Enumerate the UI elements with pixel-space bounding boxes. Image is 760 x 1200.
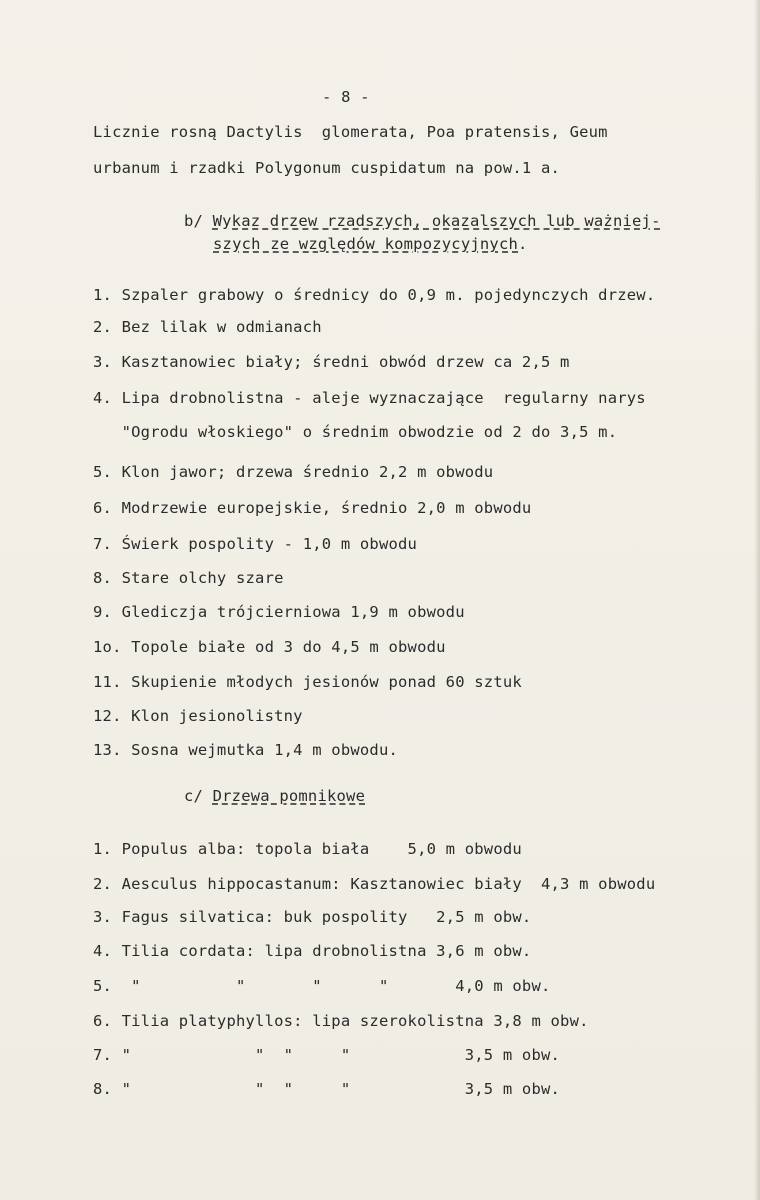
section-b-item: 13. Sosna wejmutka 1,4 m obwodu. [93,741,399,759]
page-number: - 8 - [322,88,370,106]
section-c-item: 4. Tilia cordata: lipa drobnolistna 3,6 m obw. [93,942,532,960]
section-b-title-end: . [518,235,528,253]
section-b-title-part-2: szych ze względów kompozycyjnych [213,235,519,253]
section-c-prefix: c/ [184,787,213,805]
section-b-item: 8. Stare olchy szare [93,569,284,587]
section-b-item: 1o. Topole białe od 3 do 4,5 m obwodu [93,638,446,656]
section-b-heading-line-2 [213,235,528,253]
section-b-item: 11. Skupienie młodych jesionów ponad 60 sztuk [93,673,522,691]
section-b-title-part-1: Wykaz drzew rzadszych, okazalszych lub ważniej- [212,212,661,230]
section-b-item: 3. Kasztanowiec biały; średni obwód drzew ca 2,5 m [93,353,570,371]
section-b-item: 9. Glediczja trójcierniowa 1,9 m obwodu [93,603,465,621]
section-c-item: 1. Populus alba: topola biała 5,0 m obwodu [93,840,522,858]
page-edge-shadow [754,0,760,1200]
section-c-item: 3. Fagus silvatica: buk pospolity 2,5 m obw. [93,908,532,926]
section-b-item: 4. Lipa drobnolistna - aleje wyznaczające regularny narys [93,389,646,407]
section-b-item: 6. Modrzewie europejskie, średnio 2,0 m obwodu [93,499,532,517]
section-c-heading [184,787,365,805]
section-b-prefix: b/ [184,212,213,230]
section-b-item: 12. Klon jesionolistny [93,707,303,725]
section-c-title: Drzewa pomnikowe [212,787,366,805]
section-c-item: 8. " " " " 3,5 m obw. [93,1080,561,1098]
intro-line-2: urbanum i rzadki Polygonum cuspidatum na pow.1 a. [93,159,561,177]
section-b-item: 5. Klon jawor; drzewa średnio 2,2 m obwodu [93,463,494,481]
section-b-item: 2. Bez lilak w odmianach [93,318,322,336]
section-b-heading-line-1 [184,212,661,230]
intro-line-1: Licznie rosną Dactylis glomerata, Poa pratensis, Geum [93,123,608,141]
section-c-item: 7. " " " " 3,5 m obw. [93,1046,561,1064]
section-b-item: 7. Świerk pospolity - 1,0 m obwodu [93,535,418,553]
section-c-item: 6. Tilia platyphyllos: lipa szerokolistna 3,8 m obw. [93,1012,589,1030]
section-c-item: 2. Aesculus hippocastanum: Kasztanowiec biały 4,3 m obwodu [93,875,656,893]
section-b-item: "Ogrodu włoskiego" o średnim obwodzie od 2 do 3,5 m. [93,423,618,441]
section-c-item: 5. " " " " 4,0 m obw. [93,977,551,995]
section-b-item: 1. Szpaler grabowy o średnicy do 0,9 m. pojedynczych drzew. [93,286,656,304]
